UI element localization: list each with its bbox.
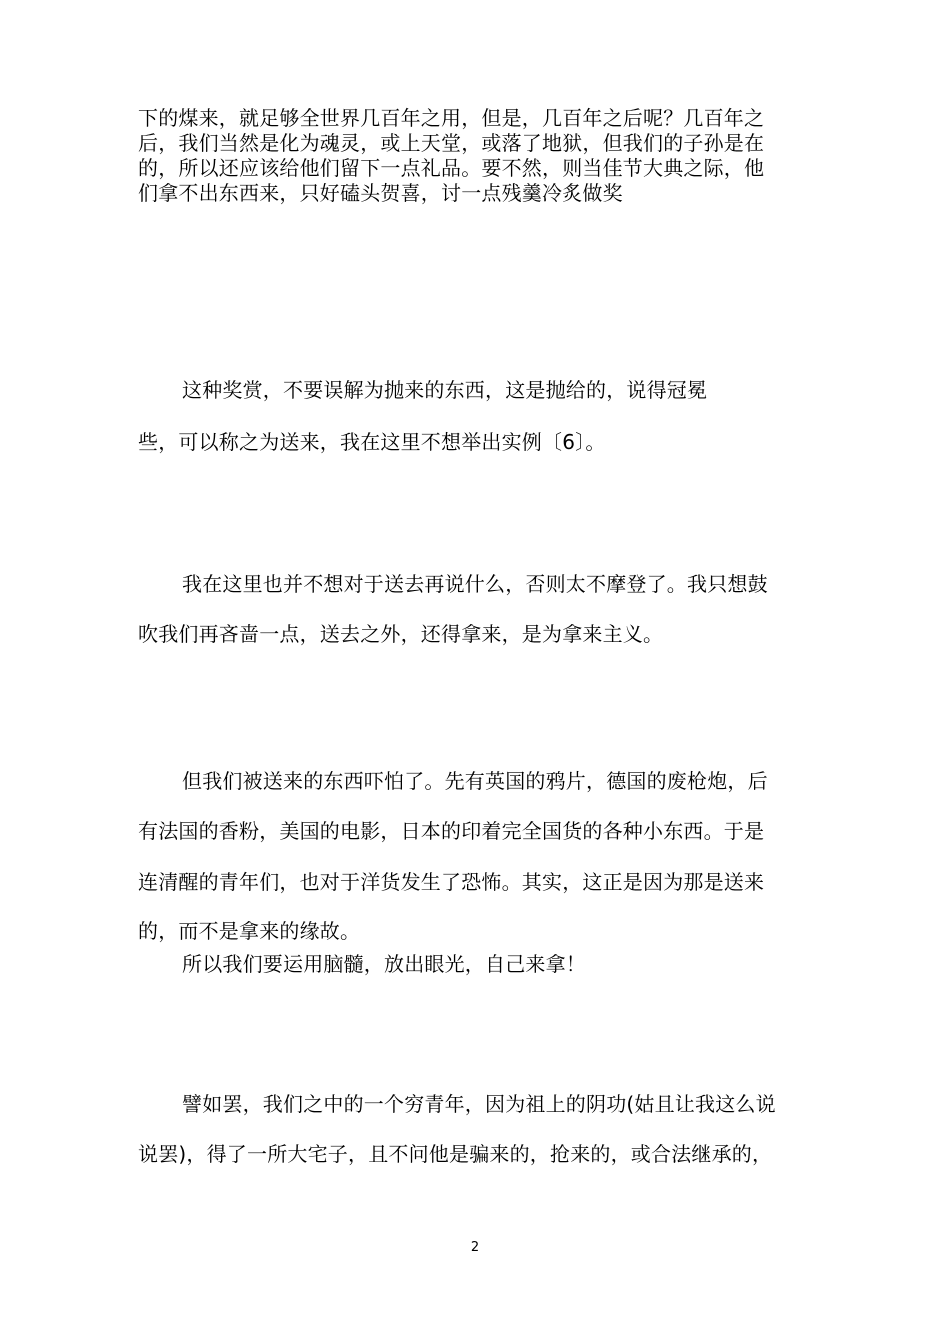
text-line: 的，而不是拿来的缘故。	[138, 919, 361, 943]
text-line: 后，我们当然是化为魂灵，或上天堂，或落了地狱，但我们的子孙是在	[138, 131, 765, 155]
text-line: 吹我们再吝啬一点，送去之外，还得拿来，是为拿来主义。	[138, 622, 664, 646]
text-line: 有法国的香粉，美国的电影，日本的印着完全国货的各种小东西。于是	[138, 819, 765, 843]
text-line: 说罢)，得了一所大宅子，且不问他是骗来的，抢来的，或合法继承的，	[138, 1142, 773, 1166]
text-line: 我在这里也并不想对于送去再说什么，否则太不摩登了。我只想鼓	[182, 572, 768, 596]
text-line: 连清醒的青年们，也对于洋货发生了恐怖。其实，这正是因为那是送来	[138, 870, 765, 894]
text-line: 这种奖赏，不要误解为抛来的东西，这是抛给的，说得冠冕	[182, 378, 708, 402]
text-line: 但我们被送来的东西吓怕了。先有英国的鸦片，德国的废枪炮，后	[182, 769, 768, 793]
page-number: 2	[470, 1240, 480, 1255]
text-line: 譬如罢，我们之中的一个穷青年，因为祖上的阴功(姑且让我这么说	[182, 1092, 776, 1116]
text-line: 所以我们要运用脑髓，放出眼光，自己来拿！	[182, 952, 586, 976]
text-line: 下的煤来，就足够全世界几百年之用，但是，几百年之后呢？几百年之	[138, 106, 765, 130]
text-line: 的，所以还应该给他们留下一点礼品。要不然，则当佳节大典之际，他	[138, 156, 765, 180]
text-line: 些，可以称之为送来，我在这里不想举出实例〔6〕。	[138, 430, 606, 454]
text-line: 们拿不出东西来，只好磕头贺喜，讨一点残羹冷炙做奖	[138, 181, 623, 205]
